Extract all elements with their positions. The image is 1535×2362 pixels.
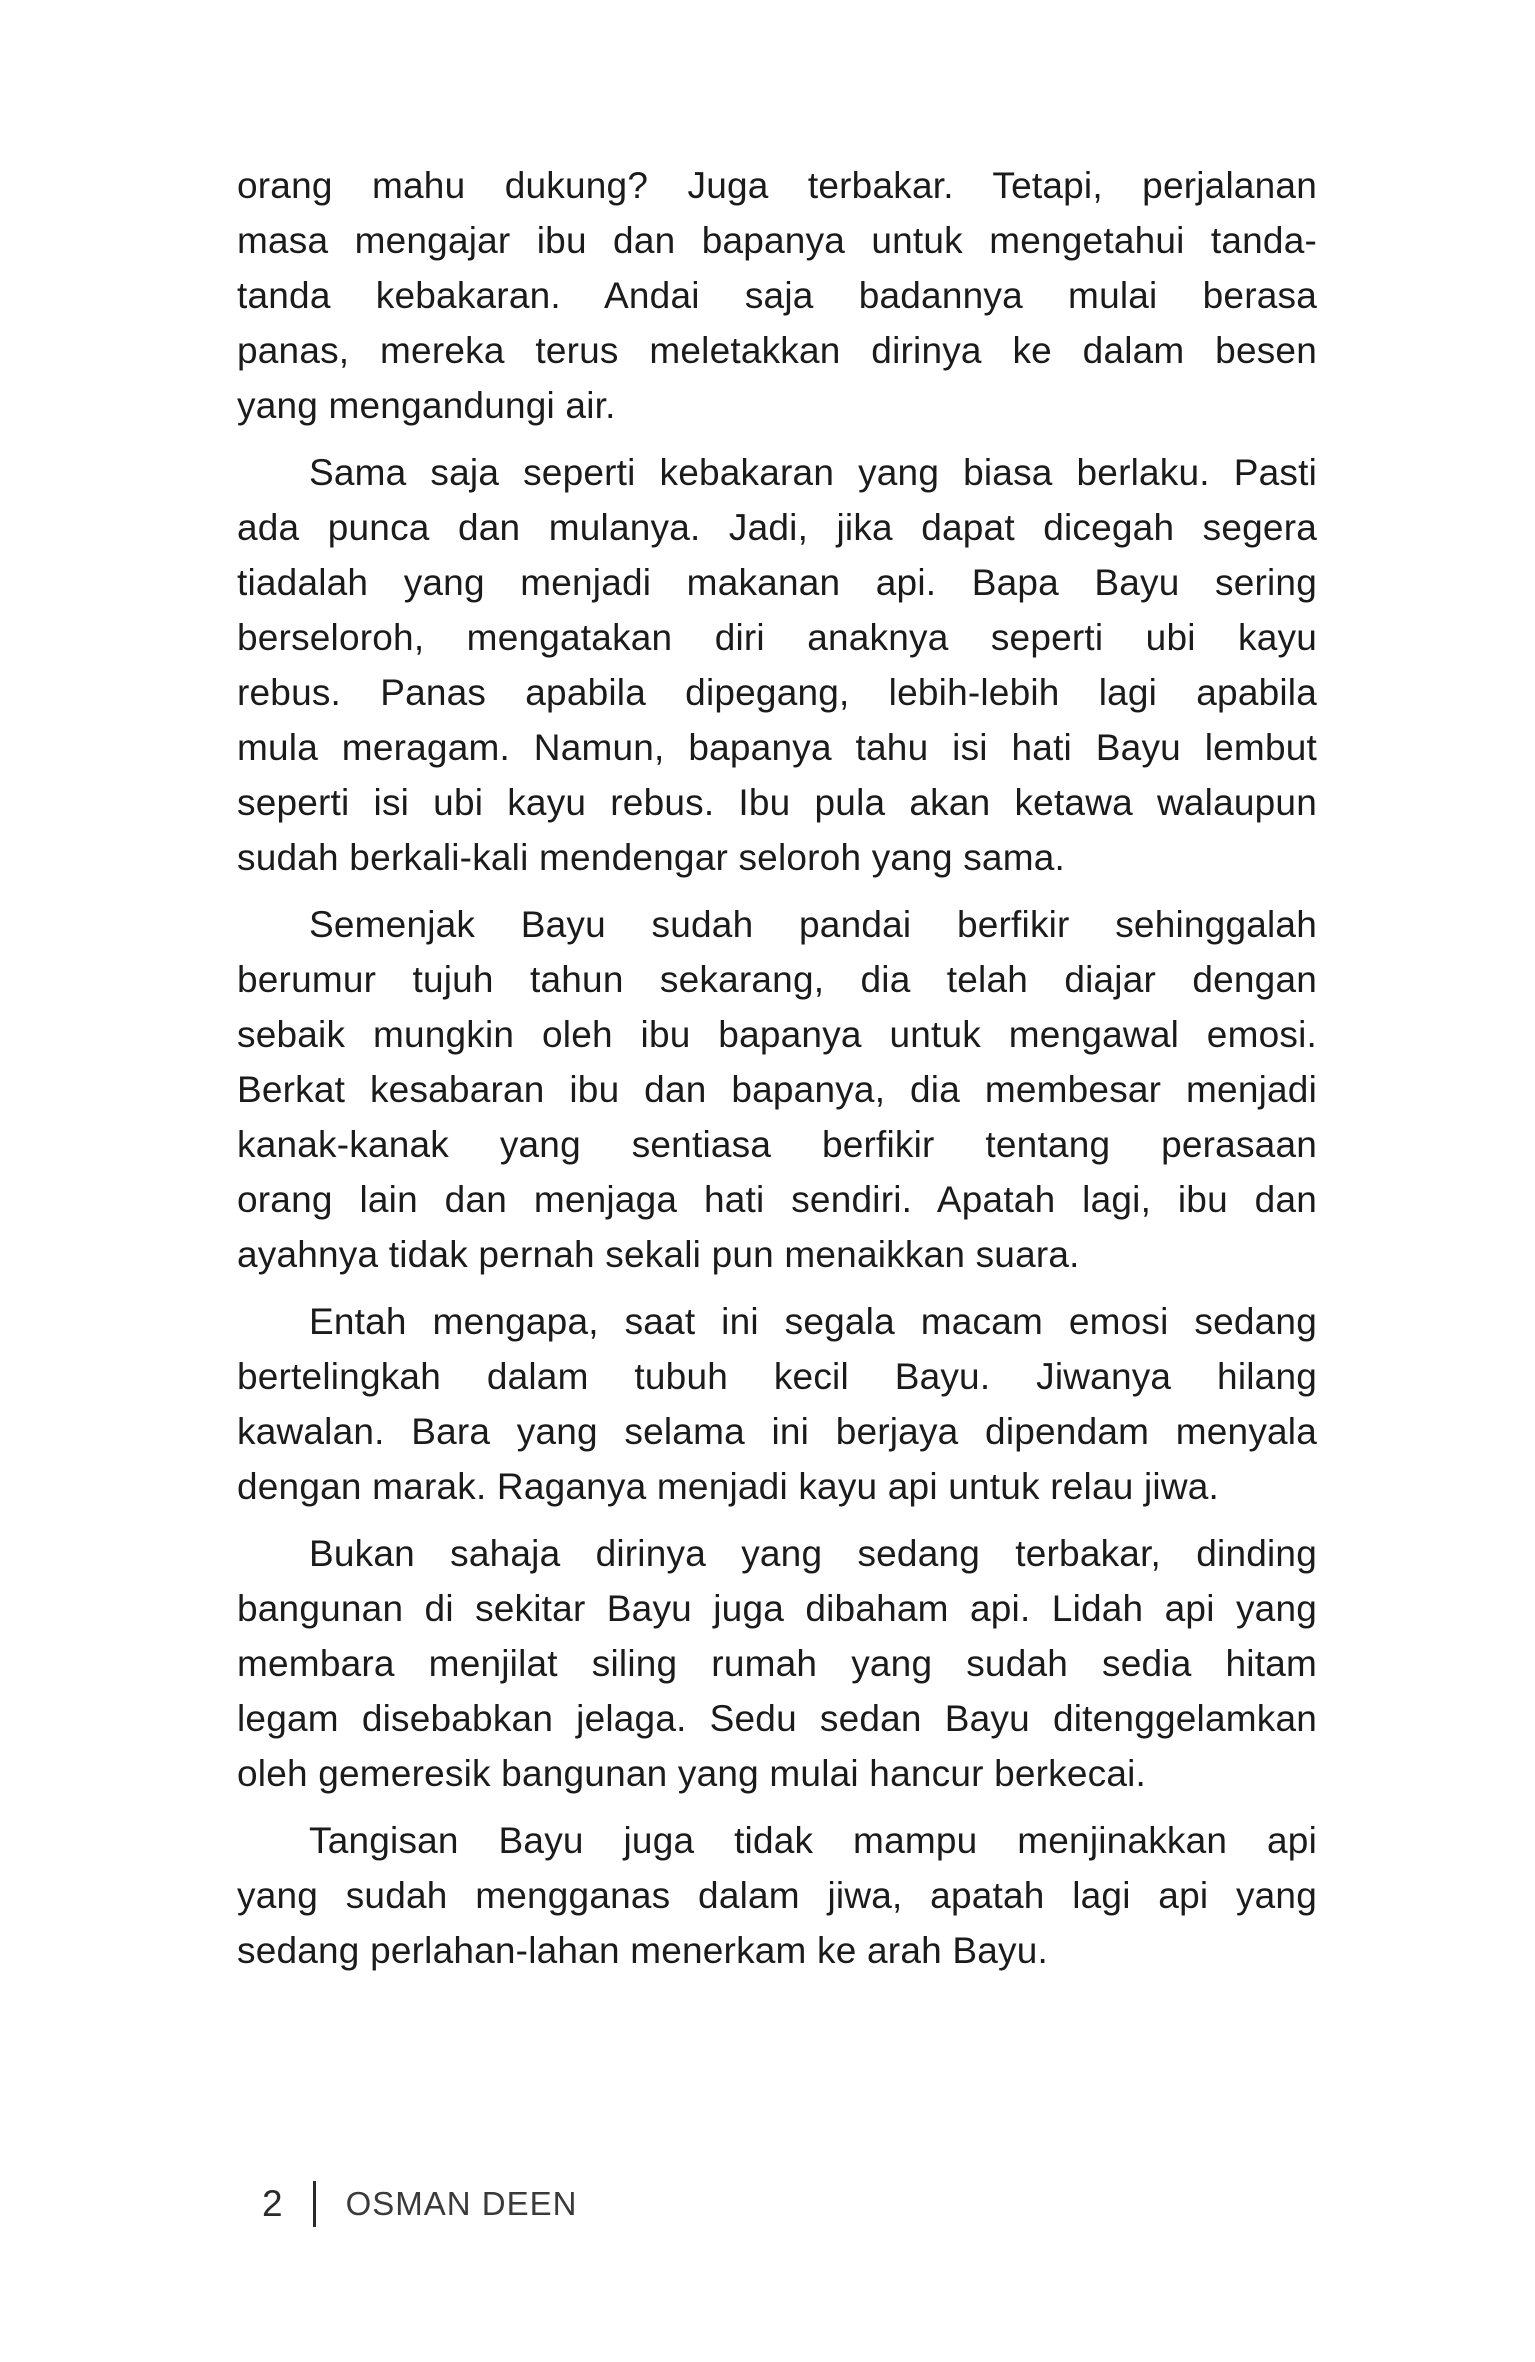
text-line: Berkat kesabaran ibu dan bapanya, dia membesar menjadi <box>237 1069 1317 1110</box>
text-line: sebaik mungkin oleh ibu bapanya untuk mengawal emosi. <box>237 1014 1317 1055</box>
footer-divider <box>313 2181 316 2227</box>
text-line: panas, mereka terus meletakkan dirinya ke dalam besen <box>237 330 1317 371</box>
text-line: mula meragam. Namun, bapanya tahu isi hati Bayu lembut <box>237 727 1317 768</box>
text-line: ayahnya tidak pernah sekali pun menaikkan suara. <box>237 1234 1080 1275</box>
text-line: berseloroh, mengatakan diri anaknya seperti ubi kayu <box>237 617 1317 658</box>
text-line: bangunan di sekitar Bayu juga dibaham api. Lidah api yang <box>237 1588 1317 1629</box>
paragraph <box>237 1526 1317 1801</box>
text-line: ada punca dan mulanya. Jadi, jika dapat dicegah segera <box>237 507 1317 548</box>
text-line: oleh gemeresik bangunan yang mulai hancur berkecai. <box>237 1753 1147 1794</box>
text-line: yang sudah mengganas dalam jiwa, apatah lagi api yang <box>237 1875 1317 1916</box>
paragraph <box>237 445 1317 885</box>
text-line: dengan marak. Raganya menjadi kayu api untuk relau jiwa. <box>237 1466 1219 1507</box>
paragraph <box>237 158 1317 433</box>
text-line: masa mengajar ibu dan bapanya untuk mengetahui tanda- <box>237 220 1317 261</box>
text-line: Sama saja seperti kebakaran yang biasa berlaku. Pasti <box>309 452 1317 493</box>
paragraph <box>237 1294 1317 1514</box>
text-line: tanda kebakaran. Andai saja badannya mulai berasa <box>237 275 1317 316</box>
page-number: 2 <box>262 2183 283 2224</box>
text-line: tiadalah yang menjadi makanan api. Bapa Bayu sering <box>237 562 1317 603</box>
paragraph <box>237 1813 1317 1978</box>
page-body-text <box>237 158 1317 1990</box>
text-line: berumur tujuh tahun sekarang, dia telah diajar dengan <box>237 959 1317 1000</box>
text-line: sudah berkali-kali mendengar seloroh yang sama. <box>237 837 1065 878</box>
text-line: sedang perlahan-lahan menerkam ke arah Bayu. <box>237 1930 1048 1971</box>
text-line: rebus. Panas apabila dipegang, lebih-lebih lagi apabila <box>237 672 1317 713</box>
text-line: kawalan. Bara yang selama ini berjaya dipendam menyala <box>237 1411 1317 1452</box>
text-line: bertelingkah dalam tubuh kecil Bayu. Jiwanya hilang <box>237 1356 1317 1397</box>
text-line: kanak-kanak yang sentiasa berfikir tentang perasaan <box>237 1124 1317 1165</box>
text-line: yang mengandungi air. <box>237 385 616 426</box>
text-line: membara menjilat siling rumah yang sudah sedia hitam <box>237 1643 1317 1684</box>
text-line: orang lain dan menjaga hati sendiri. Apatah lagi, ibu dan <box>237 1179 1317 1220</box>
text-line: Bukan sahaja dirinya yang sedang terbakar, dinding <box>309 1533 1317 1574</box>
page-footer <box>262 2176 577 2232</box>
text-line: Semenjak Bayu sudah pandai berfikir sehinggalah <box>309 904 1317 945</box>
paragraph <box>237 897 1317 1282</box>
text-line: Entah mengapa, saat ini segala macam emosi sedang <box>309 1301 1317 1342</box>
running-footer-author: OSMAN DEEN <box>345 2185 578 2222</box>
text-line: legam disebabkan jelaga. Sedu sedan Bayu ditenggelamkan <box>237 1698 1317 1739</box>
text-line: seperti isi ubi kayu rebus. Ibu pula akan ketawa walaupun <box>237 782 1317 823</box>
text-line: orang mahu dukung? Juga terbakar. Tetapi, perjalanan <box>237 165 1317 206</box>
text-line: Tangisan Bayu juga tidak mampu menjinakkan api <box>309 1820 1317 1861</box>
